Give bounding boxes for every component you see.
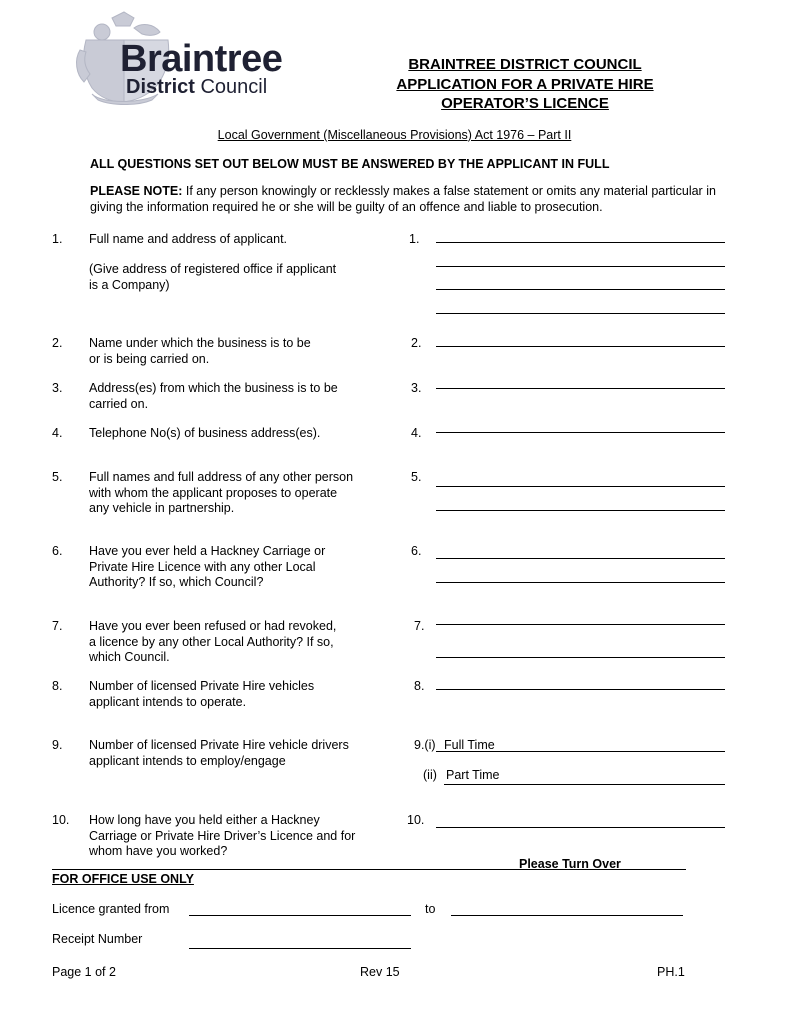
title-line-3: OPERATOR’S LICENCE [441, 95, 609, 112]
receipt-number-label: Receipt Number [52, 932, 143, 946]
question-2-line-1: Name under which the business is to be [89, 336, 311, 350]
question-1-line: Full name and address of applicant. [89, 232, 288, 246]
answer-9-part-time-label: Part Time [446, 768, 500, 782]
answer-9-full-time-label: Full Time [444, 738, 495, 752]
question-9-number: 9. [52, 738, 63, 752]
logo-word-district-council [126, 76, 267, 99]
answer-7-line-2[interactable] [436, 657, 725, 658]
title-line-1: BRAINTREE DISTRICT COUNCIL [408, 56, 642, 73]
question-6-line-1: Have you ever held a Hackney Carriage or [89, 544, 326, 558]
answer-1-line-1[interactable] [436, 242, 725, 243]
question-2-text [89, 336, 389, 367]
logo-word-council: Council [194, 76, 268, 98]
logo-word-district: District [126, 76, 195, 98]
question-1-text [89, 232, 389, 248]
question-4-line-1: Telephone No(s) of business address(es). [89, 426, 321, 440]
question-5-line-3: any vehicle in partnership. [89, 501, 235, 515]
receipt-number-line[interactable] [189, 948, 411, 949]
answer-9-number: 9.(i) [414, 738, 436, 752]
answer-2-number: 2. [411, 336, 422, 350]
answer-6-number: 6. [411, 544, 422, 558]
question-3-text [89, 381, 389, 412]
question-3-line-1: Address(es) from which the business is to be [89, 381, 338, 395]
council-logo [72, 10, 312, 106]
question-8-line-2: applicant intends to operate. [89, 694, 247, 709]
answer-4-line[interactable] [436, 432, 725, 433]
licence-granted-from-label: Licence granted from [52, 902, 170, 916]
question-1-note-line-1: (Give address of registered office if applicant [89, 262, 337, 276]
question-10-text [89, 813, 389, 860]
question-5-number: 5. [52, 470, 63, 484]
question-1-number: 1. [52, 232, 63, 246]
answer-8-number: 8. [414, 679, 425, 693]
title-line-2: APPLICATION FOR A PRIVATE HIRE [396, 75, 654, 93]
question-10-line-2: Carriage or Private Hire Driver’s Licence and for [89, 828, 356, 843]
answer-9-part-time-number: (ii) [423, 768, 437, 782]
answer-5-line-2[interactable] [436, 510, 725, 511]
instruction-heading: ALL QUESTIONS SET OUT BELOW MUST BE ANSWERED BY THE APPLICANT IN FULL [90, 157, 610, 171]
answer-2-line[interactable] [436, 346, 725, 347]
answer-1-number: 1. [409, 232, 420, 246]
licence-granted-from-line[interactable] [189, 915, 411, 916]
footer-form-code: PH.1 [657, 965, 685, 979]
answer-4-number: 4. [411, 426, 422, 440]
answer-6-line-1[interactable] [436, 558, 725, 559]
question-7-number: 7. [52, 619, 63, 633]
answer-5-number: 5. [411, 470, 422, 484]
question-8-number: 8. [52, 679, 63, 693]
question-2-line-2: or is being carried on. [89, 351, 210, 366]
licence-granted-to-label: to [425, 902, 436, 916]
question-8-line-1: Number of licensed Private Hire vehicles [89, 679, 315, 693]
question-5-text [89, 470, 389, 517]
note-label: PLEASE NOTE: [90, 184, 183, 198]
question-3-number: 3. [52, 381, 63, 395]
answer-6-line-2[interactable] [436, 582, 725, 583]
question-6-text [89, 544, 389, 591]
answer-3-line[interactable] [436, 388, 725, 389]
please-note-paragraph [90, 183, 730, 215]
answer-1-line-2[interactable] [436, 266, 725, 267]
answer-9-full-time-line[interactable] [436, 751, 725, 752]
office-use-heading: FOR OFFICE USE ONLY [52, 872, 194, 886]
answer-5-line-1[interactable] [436, 486, 725, 487]
question-5-line-1: Full names and full address of any other person [89, 470, 354, 484]
note-text: If any person knowingly or recklessly makes a false statement or omits any material particular in giving the information required he or she will be guilty of an offence and liable to prosecution. [90, 184, 716, 214]
question-7-line-1: Have you ever been refused or had revoked, [89, 619, 337, 633]
question-9-line-2: applicant intends to employ/engage [89, 753, 286, 768]
answer-9-part-time-line[interactable] [444, 784, 725, 785]
form-title [360, 55, 690, 114]
question-3-line-2: carried on. [89, 396, 149, 411]
question-5-line-2: with whom the applicant proposes to operate [89, 485, 338, 500]
question-9-line-1: Number of licensed Private Hire vehicle drivers [89, 738, 349, 752]
question-7-line-3: which Council. [89, 650, 170, 664]
logo-word-braintree: Braintree [120, 38, 283, 80]
answer-1-line-4[interactable] [436, 313, 725, 314]
question-8-text [89, 679, 389, 710]
answer-3-number: 3. [411, 381, 422, 395]
answer-7-line-1[interactable] [436, 624, 725, 625]
footer-revision: Rev 15 [360, 965, 400, 979]
answer-10-line[interactable] [436, 827, 725, 828]
question-1-note-line-2: is a Company) [89, 277, 170, 292]
answer-7-number: 7. [414, 619, 425, 633]
question-6-line-3: Authority? If so, which Council? [89, 575, 264, 589]
answer-1-line-3[interactable] [436, 289, 725, 290]
question-6-line-2: Private Hire Licence with any other Local [89, 559, 316, 574]
question-10-line-1: How long have you held either a Hackney [89, 813, 320, 827]
question-10-number: 10. [52, 813, 70, 827]
licence-granted-to-line[interactable] [451, 915, 683, 916]
question-9-text [89, 738, 389, 769]
question-4-text [89, 426, 389, 442]
question-2-number: 2. [52, 336, 63, 350]
footer-page-number: Page 1 of 2 [52, 965, 116, 979]
act-reference: Local Government (Miscellaneous Provisions) Act 1976 – Part II [217, 128, 572, 142]
question-7-text [89, 619, 389, 666]
question-10-line-3: whom have you worked? [89, 844, 228, 858]
please-turn-over: Please Turn Over [519, 857, 621, 871]
answer-8-line[interactable] [436, 689, 725, 690]
answer-10-number: 10. [407, 813, 425, 827]
question-6-number: 6. [52, 544, 63, 558]
question-7-line-2: a licence by any other Local Authority? If so, [89, 634, 334, 649]
question-1-note [89, 262, 389, 293]
question-4-number: 4. [52, 426, 63, 440]
